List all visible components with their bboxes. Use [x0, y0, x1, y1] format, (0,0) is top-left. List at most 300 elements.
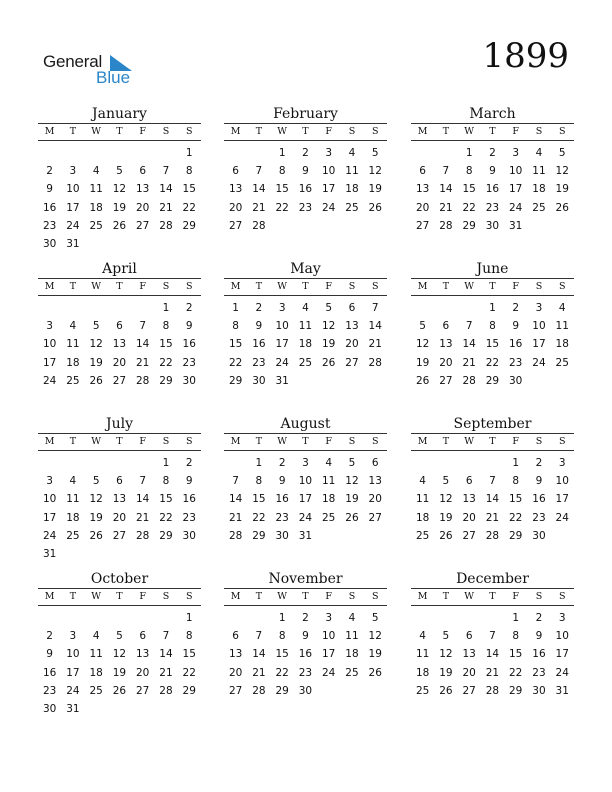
month-march [411, 106, 574, 235]
day-cell: 3 [46, 320, 53, 333]
day-cell: 28 [136, 529, 150, 542]
day-cell: 11 [66, 493, 80, 506]
day-cell: 17 [322, 648, 336, 661]
empty-cell [340, 372, 363, 390]
weekday-label: S [558, 126, 566, 137]
day-cell: 19 [345, 493, 359, 506]
day-cell: 4 [419, 630, 426, 643]
day-cell: 7 [232, 475, 239, 488]
day-cell: 25 [345, 666, 359, 679]
weekday-label: W [464, 281, 475, 292]
empty-cell [271, 217, 294, 235]
day-cell: 20 [136, 666, 150, 679]
day-cell: 26 [439, 684, 453, 697]
weekday-label: F [512, 436, 519, 447]
week-row [411, 527, 574, 545]
day-cell: 29 [182, 219, 196, 232]
empty-cell [294, 372, 317, 390]
week-row [224, 372, 387, 390]
day-cell: 27 [112, 374, 127, 387]
day-cell: 6 [116, 320, 123, 333]
empty-cell [411, 454, 434, 472]
week-row [38, 235, 201, 253]
empty-cell [551, 217, 574, 235]
day-cell: 26 [439, 529, 453, 542]
day-cell: 7 [465, 320, 473, 333]
day-cell: 21 [228, 511, 243, 524]
day-cell: 17 [275, 338, 289, 351]
day-cell: 11 [66, 338, 80, 351]
weekday-label: M [417, 126, 428, 137]
day-cell: 5 [92, 320, 100, 333]
weekday-label: W [277, 281, 288, 292]
day-cell: 24 [66, 219, 80, 232]
day-cell: 8 [489, 320, 496, 333]
day-cell: 27 [415, 219, 430, 232]
week-row [38, 682, 201, 700]
day-cell: 12 [345, 475, 359, 488]
weekday-label: S [162, 281, 170, 292]
day-cell: 31 [66, 237, 80, 250]
day-cell: 10 [42, 338, 57, 351]
day-cell: 18 [66, 511, 80, 524]
month-november [224, 571, 387, 700]
day-cell: 24 [532, 356, 546, 369]
month-february [224, 106, 387, 235]
weekday-label: M [44, 591, 55, 602]
day-cell: 10 [555, 475, 569, 488]
day-cell: 10 [322, 630, 336, 643]
weekday-label: W [464, 436, 475, 447]
month-name: April [102, 261, 137, 277]
day-cell: 10 [555, 630, 569, 643]
week-row [38, 627, 201, 645]
day-cell: 18 [345, 183, 359, 196]
weekday-label: T [255, 126, 263, 137]
month-name: March [469, 106, 516, 122]
weekday-label: F [325, 591, 332, 602]
day-cell: 22 [159, 511, 173, 524]
day-cell: 23 [509, 356, 523, 369]
day-cell: 1 [489, 302, 496, 314]
day-cell: 1 [185, 612, 193, 624]
empty-cell [61, 454, 84, 472]
day-cell: 17 [555, 493, 569, 506]
day-cell: 31 [555, 684, 569, 697]
day-cell: 3 [69, 165, 77, 178]
day-cell: 10 [509, 165, 523, 178]
month-name: October [90, 571, 149, 587]
weekday-label: M [417, 281, 428, 292]
day-cell: 26 [555, 201, 569, 214]
empty-cell [364, 372, 387, 390]
day-cell: 8 [512, 630, 520, 643]
day-cell: 5 [442, 630, 450, 643]
day-cell: 2 [535, 612, 543, 624]
day-cell: 6 [371, 457, 379, 469]
day-cell: 28 [439, 219, 453, 232]
weekday-label: M [417, 591, 428, 602]
day-cell: 29 [485, 374, 500, 387]
day-cell: 19 [112, 201, 127, 214]
empty-cell [108, 235, 131, 253]
day-grid [411, 144, 574, 235]
weekday-label: T [255, 281, 263, 292]
weekday-label: T [302, 126, 309, 137]
day-cell: 27 [439, 374, 453, 387]
day-cell: 5 [558, 147, 566, 159]
month-name: November [268, 571, 343, 587]
day-cell: 4 [92, 630, 100, 643]
month-name: August [280, 416, 331, 432]
day-cell: 18 [89, 201, 103, 214]
weekday-label: S [348, 281, 356, 292]
day-cell: 12 [322, 320, 336, 333]
day-cell: 24 [298, 511, 313, 524]
day-cell: 22 [509, 666, 523, 679]
weekday-label: T [489, 126, 496, 137]
day-cell: 6 [465, 475, 473, 488]
day-cell: 31 [66, 702, 80, 715]
month-june [411, 261, 574, 390]
day-cell: 29 [509, 684, 523, 697]
day-cell: 19 [89, 511, 103, 524]
day-cell: 9 [302, 630, 309, 643]
day-cell: 22 [159, 356, 173, 369]
weekday-label: T [302, 436, 309, 447]
day-cell: 16 [298, 183, 313, 196]
empty-cell [108, 144, 131, 162]
day-cell: 5 [348, 457, 356, 469]
day-cell: 24 [42, 529, 57, 542]
day-cell: 20 [228, 666, 243, 679]
day-cell: 19 [555, 183, 569, 196]
day-cell: 27 [462, 529, 476, 542]
day-cell: 13 [136, 648, 150, 661]
week-row [411, 490, 574, 508]
week-row [411, 199, 574, 217]
day-cell: 1 [465, 147, 473, 159]
day-grid [38, 299, 201, 390]
day-cell: 4 [302, 302, 309, 314]
empty-cell [340, 682, 363, 700]
day-cell: 18 [298, 338, 313, 351]
day-cell: 4 [419, 475, 426, 488]
day-cell: 20 [462, 511, 476, 524]
empty-cell [154, 609, 177, 627]
day-grid [38, 609, 201, 718]
day-cell: 6 [442, 320, 450, 333]
day-cell: 23 [298, 666, 313, 679]
weekday-label: W [464, 126, 475, 137]
week-row [224, 162, 387, 180]
weekday-label: F [325, 126, 332, 137]
empty-cell [61, 299, 84, 317]
day-cell: 11 [322, 475, 336, 488]
day-cell: 6 [139, 165, 147, 178]
day-grid [411, 299, 574, 390]
day-cell: 12 [89, 493, 103, 506]
empty-cell [108, 700, 131, 718]
day-cell: 15 [509, 648, 523, 661]
week-row [224, 454, 387, 472]
day-cell: 15 [182, 648, 196, 661]
day-cell: 4 [69, 320, 77, 333]
weekday-label: T [116, 126, 123, 137]
weekday-label: S [162, 436, 170, 447]
day-cell: 28 [462, 374, 476, 387]
day-cell: 15 [252, 493, 266, 506]
day-cell: 2 [278, 457, 286, 469]
day-cell: 30 [182, 374, 196, 387]
day-cell: 16 [532, 493, 546, 506]
empty-cell [340, 527, 363, 545]
empty-cell [131, 235, 154, 253]
day-cell: 12 [112, 183, 127, 196]
week-row [38, 162, 201, 180]
day-grid [224, 454, 387, 545]
day-cell: 1 [278, 147, 286, 159]
day-cell: 7 [255, 630, 263, 643]
week-row [224, 299, 387, 317]
weekday-label: W [277, 591, 288, 602]
weekday-label: M [230, 591, 241, 602]
weekday-label: S [558, 591, 566, 602]
weekday-label: T [116, 591, 123, 602]
empty-cell [317, 372, 340, 390]
day-cell: 4 [558, 302, 566, 314]
day-cell: 3 [325, 612, 333, 624]
week-row [224, 609, 387, 627]
week-row [224, 509, 387, 527]
empty-cell [108, 299, 131, 317]
week-row [224, 354, 387, 372]
day-cell: 25 [532, 201, 546, 214]
day-cell: 11 [89, 183, 103, 196]
empty-cell [108, 609, 131, 627]
day-cell: 10 [275, 320, 289, 333]
weekday-label: W [91, 436, 102, 447]
day-cell: 5 [442, 475, 450, 488]
day-cell: 3 [325, 147, 333, 159]
day-cell: 25 [66, 529, 80, 542]
day-cell: 19 [89, 356, 103, 369]
empty-cell [317, 527, 340, 545]
empty-cell [108, 545, 131, 563]
day-cell: 7 [371, 302, 379, 314]
weekday-label: T [255, 436, 263, 447]
day-cell: 30 [42, 702, 57, 715]
day-cell: 4 [348, 612, 356, 624]
day-cell: 6 [348, 302, 356, 314]
day-cell: 30 [485, 219, 500, 232]
day-cell: 23 [298, 201, 313, 214]
weekday-label: F [512, 591, 519, 602]
week-row [38, 545, 201, 563]
day-cell: 2 [46, 630, 53, 643]
week-row [224, 682, 387, 700]
day-grid [411, 454, 574, 545]
day-cell: 5 [371, 612, 379, 624]
day-cell: 24 [509, 201, 523, 214]
day-cell: 8 [232, 320, 239, 333]
day-cell: 22 [485, 356, 500, 369]
empty-cell [61, 144, 84, 162]
day-cell: 11 [415, 648, 430, 661]
day-cell: 1 [162, 457, 170, 469]
weekday-label: W [464, 591, 475, 602]
weekday-label: T [69, 436, 77, 447]
empty-cell [247, 144, 270, 162]
weekday-header [38, 123, 201, 141]
day-grid [224, 609, 387, 700]
day-cell: 3 [535, 302, 543, 314]
empty-cell [224, 454, 247, 472]
day-cell: 28 [136, 374, 150, 387]
day-cell: 22 [182, 201, 196, 214]
empty-cell [85, 609, 108, 627]
weekday-label: S [535, 126, 543, 137]
day-cell: 12 [112, 648, 127, 661]
day-cell: 8 [512, 475, 520, 488]
day-cell: 21 [159, 201, 173, 214]
day-cell: 2 [535, 457, 543, 469]
day-cell: 20 [136, 201, 150, 214]
empty-cell [340, 217, 363, 235]
weekday-label: T [442, 126, 450, 137]
day-cell: 6 [465, 630, 473, 643]
day-cell: 29 [462, 219, 476, 232]
empty-cell [364, 682, 387, 700]
day-cell: 7 [489, 475, 496, 488]
week-row [38, 472, 201, 490]
empty-cell [364, 217, 387, 235]
weekday-label: T [116, 281, 123, 292]
day-cell: 2 [255, 302, 263, 314]
day-cell: 21 [136, 511, 150, 524]
day-cell: 14 [462, 338, 476, 351]
day-cell: 6 [419, 165, 426, 178]
day-cell: 9 [185, 320, 193, 333]
day-cell: 11 [555, 320, 569, 333]
empty-cell [85, 299, 108, 317]
month-august [224, 416, 387, 545]
empty-cell [551, 372, 574, 390]
day-cell: 15 [485, 338, 500, 351]
day-cell: 17 [42, 356, 57, 369]
day-cell: 25 [89, 684, 103, 697]
weekday-label: T [302, 281, 309, 292]
day-cell: 24 [42, 374, 57, 387]
day-cell: 8 [278, 165, 286, 178]
day-cell: 14 [228, 493, 243, 506]
day-cell: 13 [136, 183, 150, 196]
day-cell: 28 [159, 684, 173, 697]
week-row [38, 317, 201, 335]
month-july [38, 416, 201, 563]
day-cell: 7 [139, 320, 147, 333]
day-cell: 27 [228, 684, 243, 697]
day-cell: 30 [42, 237, 57, 250]
day-cell: 16 [485, 183, 500, 196]
week-row [411, 609, 574, 627]
brand-word-general: General [43, 52, 103, 71]
day-cell: 10 [298, 475, 313, 488]
day-cell: 17 [66, 666, 80, 679]
empty-cell [411, 144, 434, 162]
weekday-label: S [371, 126, 379, 137]
week-row [38, 527, 201, 545]
day-cell: 11 [532, 165, 546, 178]
day-cell: 11 [89, 648, 103, 661]
month-name: June [476, 261, 509, 277]
empty-cell [458, 299, 481, 317]
day-cell: 16 [252, 338, 266, 351]
empty-cell [85, 235, 108, 253]
day-cell: 21 [252, 666, 266, 679]
day-cell: 4 [325, 457, 333, 469]
day-cell: 1 [232, 302, 239, 314]
month-october [38, 571, 201, 718]
day-cell: 7 [255, 165, 263, 178]
day-cell: 25 [66, 374, 80, 387]
month-name: January [92, 106, 147, 122]
week-row [38, 454, 201, 472]
day-cell: 3 [558, 457, 566, 469]
month-name: September [453, 416, 532, 432]
month-september [411, 416, 574, 545]
day-cell: 12 [415, 338, 430, 351]
day-cell: 3 [512, 147, 520, 159]
weekday-header [411, 278, 574, 296]
day-cell: 16 [42, 666, 57, 679]
day-cell: 14 [485, 648, 500, 661]
day-grid [224, 299, 387, 390]
empty-cell [131, 299, 154, 317]
day-cell: 8 [278, 630, 286, 643]
empty-cell [131, 454, 154, 472]
weekday-label: S [535, 436, 543, 447]
day-cell: 20 [415, 201, 430, 214]
weekday-label: F [139, 436, 146, 447]
empty-cell [131, 700, 154, 718]
day-cell: 1 [278, 612, 286, 624]
day-cell: 26 [368, 201, 382, 214]
day-cell: 13 [112, 338, 127, 351]
day-cell: 28 [368, 356, 382, 369]
day-cell: 3 [46, 475, 53, 488]
week-row [411, 335, 574, 353]
weekday-label: S [371, 281, 379, 292]
day-cell: 1 [512, 612, 520, 624]
day-cell: 17 [555, 648, 569, 661]
day-cell: 22 [275, 201, 289, 214]
day-cell: 17 [66, 201, 80, 214]
week-row [224, 217, 387, 235]
weekday-label: S [558, 436, 566, 447]
week-row [38, 490, 201, 508]
day-cell: 29 [228, 374, 243, 387]
weekday-header [411, 588, 574, 606]
day-cell: 10 [42, 493, 57, 506]
day-cell: 21 [439, 201, 453, 214]
weekday-label: F [139, 591, 146, 602]
day-cell: 30 [252, 374, 266, 387]
weekday-label: S [558, 281, 566, 292]
week-row [38, 372, 201, 390]
empty-cell [527, 372, 550, 390]
day-cell: 15 [228, 338, 243, 351]
